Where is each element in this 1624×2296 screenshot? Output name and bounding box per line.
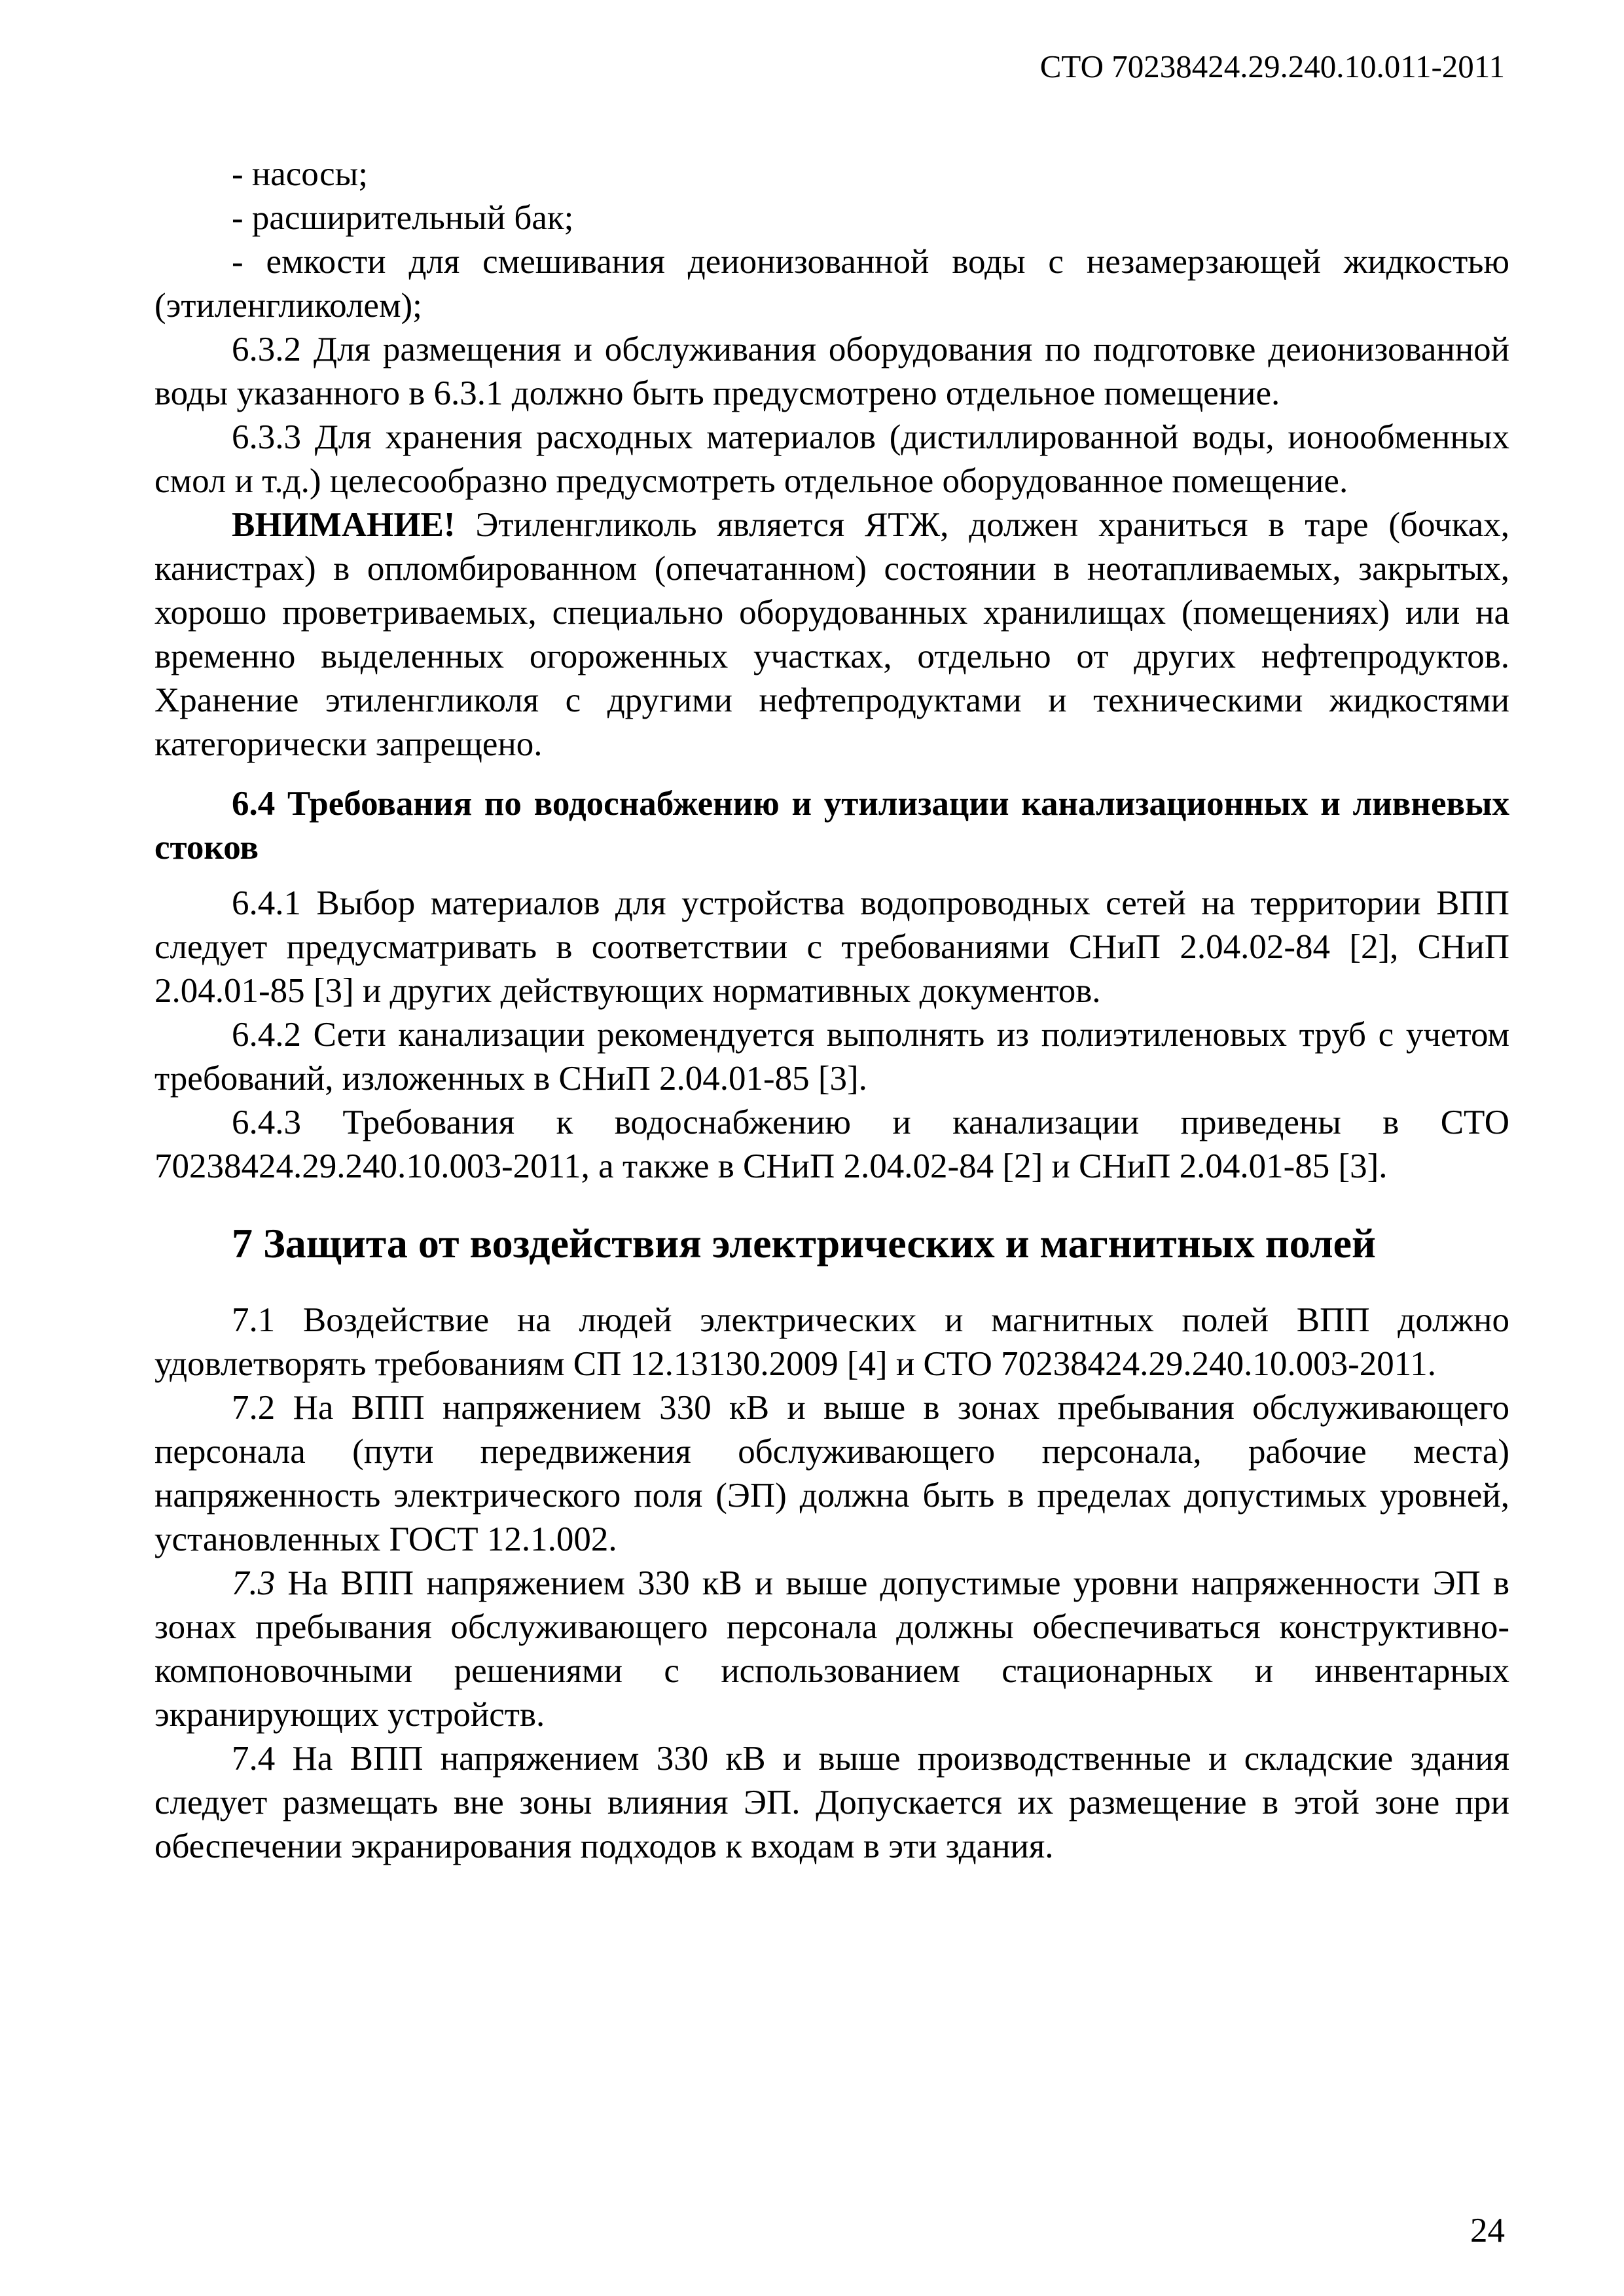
- section-heading-6-4: 6.4 Требования по водоснабжению и утилизации канализационных и ливневых стоков: [154, 785, 1509, 867]
- paragraph-7-1: 7.1 Воздействие на людей электрических и магнитных полей ВПП должно удовлетворять требованиям СП 12.13130.2009 [4] и СТО 70238424.29.240.10.003-2011.: [154, 1301, 1509, 1383]
- paragraph-6-4-3: 6.4.3 Требования к водоснабжению и канализации приведены в СТО 70238424.29.240.10.003-2011, а также в СНиП 2.04.02-84 [2] и СНиП 2.04.01-85 [3].: [154, 1103, 1509, 1185]
- document-body: [154, 152, 1509, 1869]
- page-number: 24: [1470, 2212, 1505, 2250]
- list-item-expansion-tank: - расширительный бак;: [232, 199, 574, 237]
- paragraph-6-3-2: 6.3.2 Для размещения и обслуживания оборудования по подготовке деионизованной воды указанного в 6.3.1 должно быть предусмотрено отдельное помещение.: [154, 331, 1509, 412]
- warning-text: Этиленгликоль является ЯТЖ, должен храниться в таре (бочках, канистрах) в опломбированном (опечатанном) состоянии в неотапливаемых, закрытых, хорошо проветриваемых, специально оборудованных хранилищах (помещениях) или на временно выделенных огороженных участках, отдельно от других нефтепродуктов. Хранение этиленгликоля с другими нефтепродуктами и техническими жидкостями категорически запрещено.: [154, 506, 1509, 763]
- document-code-header: СТО 70238424.29.240.10.011-2011: [1039, 48, 1505, 84]
- paragraph-7-2: 7.2 На ВПП напряжением 330 кВ и выше в зонах пребывания обслуживающего персонала (пути передвижения обслуживающего персонала, рабочие места) напряженность электрического поля (ЭП) должна быть в пределах допустимых уровней, установленных ГОСТ 12.1.002.: [154, 1389, 1509, 1558]
- warning-label: ВНИМАНИЕ!: [232, 506, 456, 544]
- paragraph-7-3-text: На ВПП напряжением 330 кВ и выше допустимые уровни напряженности ЭП в зонах пребывания обслуживающего персонала должны обеспечиваться конструктивно-компоновочными решениями с использованием стационарных и инвентарных экранирующих устройств.: [154, 1564, 1509, 1734]
- paragraph-6-3-3: 6.3.3 Для хранения расходных материалов (дистиллированной воды, ионообменных смол и т.д.) целесообразно предусмотреть отдельное оборудованное помещение.: [154, 418, 1509, 500]
- paragraph-7-3-number: 7.3: [232, 1564, 276, 1602]
- warning-paragraph: [154, 503, 1509, 766]
- paragraph-7-4: 7.4 На ВПП напряжением 330 кВ и выше производственные и складские здания следует размещать вне зоны влияния ЭП. Допускается их размещение в этой зоне при обеспечении экранирования подходов к входам в эти здания.: [154, 1740, 1509, 1865]
- paragraph-6-4-1: 6.4.1 Выбор материалов для устройства водопроводных сетей на территории ВПП следует предусматривать в соответствии с требованиями СНиП 2.04.02-84 [2], СНиП 2.04.01-85 [3] и других действующих нормативных документов.: [154, 884, 1509, 1010]
- list-item-mixing-tanks: - емкости для смешивания деионизованной воды с незамерзающей жидкостью (этиленгликолем);: [154, 243, 1509, 325]
- paragraph-6-4-2: 6.4.2 Сети канализации рекомендуется выполнять из полиэтиленовых труб с учетом требований, изложенных в СНиП 2.04.01-85 [3].: [154, 1016, 1509, 1098]
- list-item-pumps: - насосы;: [232, 155, 368, 193]
- section-heading-7: 7 Защита от воздействия электрических и магнитных полей: [232, 1220, 1376, 1266]
- paragraph-7-3: [154, 1562, 1509, 1737]
